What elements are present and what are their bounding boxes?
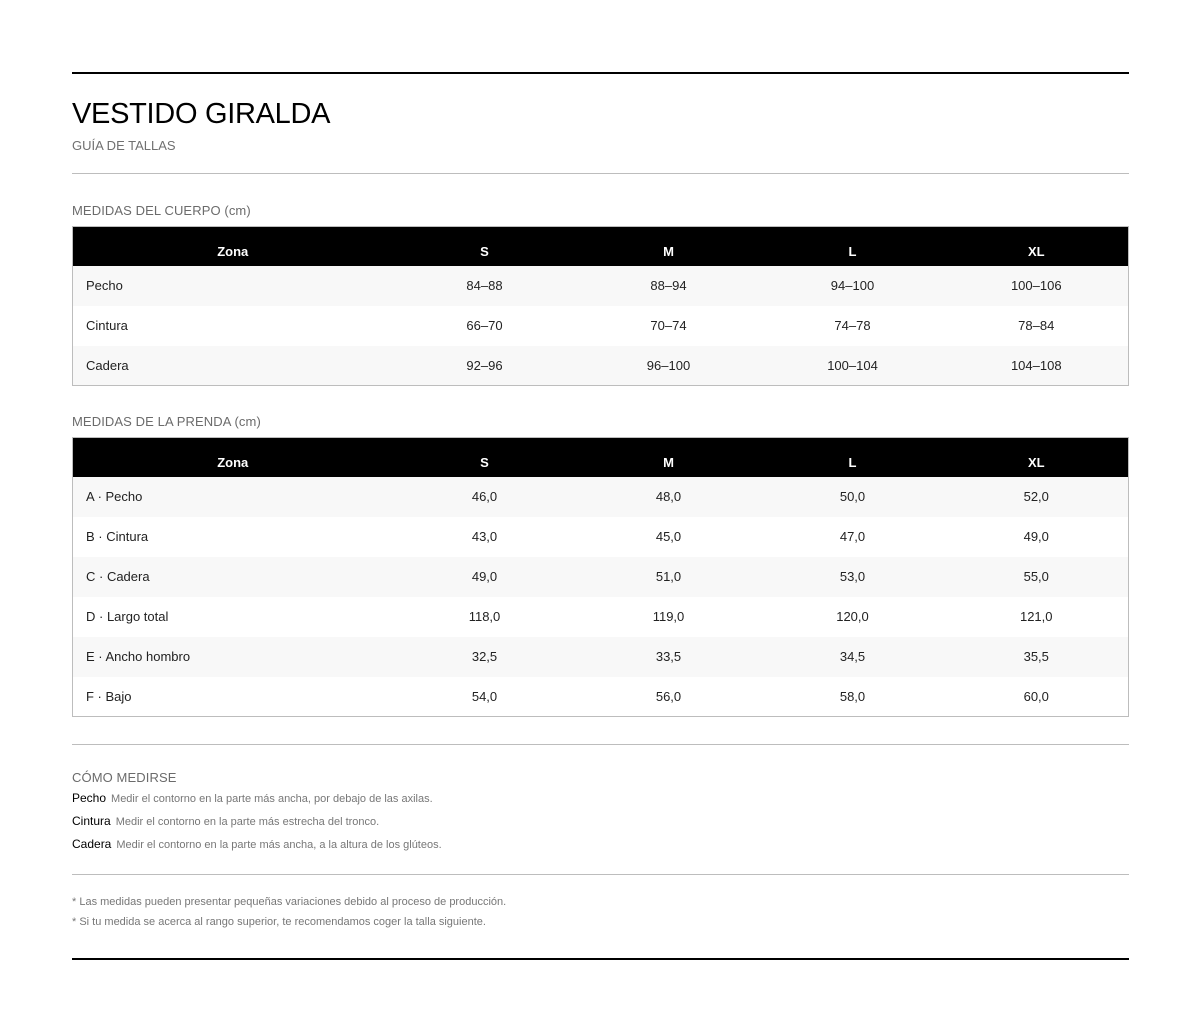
- column-header-s: S: [393, 227, 577, 266]
- howto-term: Cintura: [72, 814, 111, 828]
- footnote: * Las medidas pueden presentar pequeñas variaciones debido al proceso de producción.: [72, 896, 507, 908]
- product-title: VESTIDO GIRALDA: [72, 98, 331, 130]
- body-measurements-table: [72, 226, 1129, 386]
- column-header-zone: Zona: [73, 438, 393, 477]
- size-cell: 49,0: [945, 517, 1129, 557]
- footnote: * Si tu medida se acerca al rango superior, te recomendamos coger la talla siguiente.: [72, 916, 486, 928]
- size-cell: 48,0: [577, 477, 761, 517]
- column-header-zone: Zona: [73, 227, 393, 266]
- garment-table-title: MEDIDAS DE LA PRENDA (cm): [72, 414, 261, 429]
- zone-cell: C · Cadera: [73, 557, 393, 597]
- table-row: [73, 306, 1129, 346]
- size-cell: 47,0: [761, 517, 945, 557]
- size-cell: 52,0: [945, 477, 1129, 517]
- size-cell: 88–94: [577, 266, 761, 306]
- size-cell: 33,5: [577, 637, 761, 677]
- column-header-xl: XL: [945, 438, 1129, 477]
- column-header-l: L: [761, 438, 945, 477]
- size-cell: 78–84: [945, 306, 1129, 346]
- size-cell: 74–78: [761, 306, 945, 346]
- size-cell: 34,5: [761, 637, 945, 677]
- size-cell: 121,0: [945, 597, 1129, 637]
- size-cell: 49,0: [393, 557, 577, 597]
- howto-term: Cadera: [72, 837, 112, 851]
- size-cell: 104–108: [945, 346, 1129, 386]
- column-header-s: S: [393, 438, 577, 477]
- zone-cell: Pecho: [73, 266, 393, 306]
- table-row: [73, 677, 1129, 717]
- size-cell: 84–88: [393, 266, 577, 306]
- zone-cell: A · Pecho: [73, 477, 393, 517]
- header-divider: [72, 173, 1129, 174]
- size-cell: 50,0: [761, 477, 945, 517]
- zone-cell: Cadera: [73, 346, 393, 386]
- size-cell: 54,0: [393, 677, 577, 717]
- size-cell: 45,0: [577, 517, 761, 557]
- column-header-xl: XL: [945, 227, 1129, 266]
- size-cell: 118,0: [393, 597, 577, 637]
- zone-cell: F · Bajo: [73, 677, 393, 717]
- size-cell: 58,0: [761, 677, 945, 717]
- size-cell: 46,0: [393, 477, 577, 517]
- size-cell: 92–96: [393, 346, 577, 386]
- body-table-title: MEDIDAS DEL CUERPO (cm): [72, 203, 251, 218]
- top-rule: [72, 72, 1129, 74]
- size-cell: 51,0: [577, 557, 761, 597]
- table-row: [73, 597, 1129, 637]
- column-header-l: L: [761, 227, 945, 266]
- howto-description: Medir el contorno en la parte más ancha, a la altura de los glúteos.: [116, 839, 442, 851]
- howto-title: CÓMO MEDIRSE: [72, 770, 177, 785]
- table-row: [73, 557, 1129, 597]
- size-cell: 70–74: [577, 306, 761, 346]
- size-cell: 43,0: [393, 517, 577, 557]
- column-header-m: M: [577, 438, 761, 477]
- column-header-m: M: [577, 227, 761, 266]
- table-row: [73, 266, 1129, 306]
- size-cell: 94–100: [761, 266, 945, 306]
- zone-cell: E · Ancho hombro: [73, 637, 393, 677]
- list-item: [72, 833, 1129, 856]
- list-item: [72, 810, 1129, 833]
- size-guide-page: [72, 72, 1129, 960]
- page-subtitle: GUÍA DE TALLAS: [72, 138, 176, 153]
- notes-divider: [72, 874, 1129, 875]
- size-cell: 60,0: [945, 677, 1129, 717]
- howto-description: Medir el contorno en la parte más estrecha del tronco.: [115, 816, 380, 828]
- zone-cell: D · Largo total: [73, 597, 393, 637]
- table-row: [73, 346, 1129, 386]
- table-header-row: [73, 227, 1129, 266]
- size-cell: 53,0: [761, 557, 945, 597]
- table-row: [73, 477, 1129, 517]
- table-row: [73, 637, 1129, 677]
- size-cell: 55,0: [945, 557, 1129, 597]
- size-cell: 56,0: [577, 677, 761, 717]
- howto-divider: [72, 744, 1129, 745]
- howto-list: [72, 787, 1129, 856]
- garment-measurements-table: [72, 437, 1129, 717]
- size-cell: 100–104: [761, 346, 945, 386]
- table-row: [73, 517, 1129, 557]
- howto-description: Medir el contorno en la parte más ancha, por debajo de las axilas.: [111, 793, 433, 805]
- size-cell: 66–70: [393, 306, 577, 346]
- zone-cell: B · Cintura: [73, 517, 393, 557]
- size-cell: 35,5: [945, 637, 1129, 677]
- zone-cell: Cintura: [73, 306, 393, 346]
- table-header-row: [73, 438, 1129, 477]
- list-item: [72, 787, 1129, 810]
- howto-term: Pecho: [72, 791, 107, 805]
- size-cell: 120,0: [761, 597, 945, 637]
- bottom-rule: [72, 958, 1129, 960]
- notes: [72, 892, 1129, 932]
- size-cell: 119,0: [577, 597, 761, 637]
- size-cell: 100–106: [945, 266, 1129, 306]
- size-cell: 96–100: [577, 346, 761, 386]
- size-cell: 32,5: [393, 637, 577, 677]
